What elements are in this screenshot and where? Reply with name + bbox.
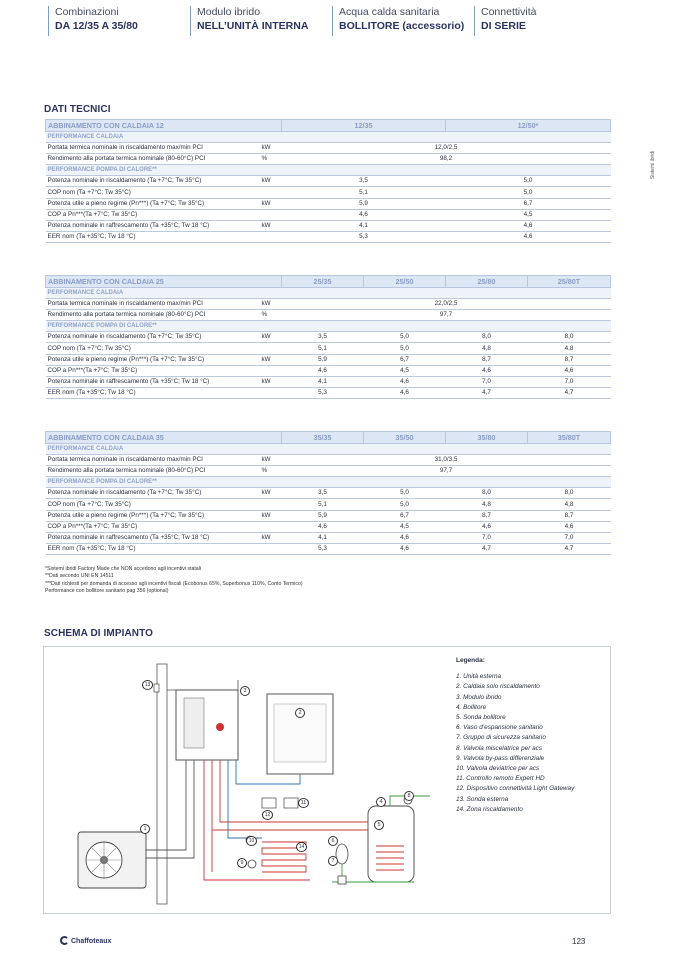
row-label: Rendimento alla portata termica nominale (80-60°C) PCI	[46, 466, 258, 477]
table-title: ABBINAMENTO CON CALDAIA 35	[46, 432, 282, 444]
row-value: 5,3	[282, 387, 364, 398]
footnote: ***Dati richiesti per domanda di accesso agli incentivi fiscali (Ecobonus 65%, Superbonus 110%, Conto Termico)	[45, 580, 303, 587]
row-value: 8,7	[446, 354, 528, 365]
row-label: Potenza utile a pieno regime (Pn***) (Ta +7°C; Tw 35°C)	[46, 198, 258, 209]
model-header: 25/35	[282, 276, 364, 288]
row-value: 8,7	[528, 354, 611, 365]
row-value: 5,3	[282, 231, 446, 242]
row-label: Portata termica nominale in riscaldamento max/min PCI	[46, 455, 258, 466]
row-value: 3,5	[282, 332, 364, 343]
callout-12: 12	[262, 810, 273, 820]
callout-13: 13	[142, 680, 153, 690]
table-title: ABBINAMENTO CON CALDAIA 12	[46, 120, 282, 132]
row-value: 4,7	[446, 387, 528, 398]
callout-7: 7	[328, 856, 338, 866]
row-value: 4,1	[282, 376, 364, 387]
row-unit: kW	[258, 332, 282, 343]
row-value: 4,5	[364, 521, 446, 532]
row-value: 5,0	[364, 499, 446, 510]
row-label: EER nom (Ta +35°C; Tw 18 °C)	[46, 543, 258, 554]
page-number: 123	[572, 937, 586, 946]
subheader-label: PERFORMANCE CALDAIA	[46, 132, 611, 143]
row-value: 4,6	[446, 521, 528, 532]
row-value: 5,0	[364, 488, 446, 499]
callout-9: 9	[237, 858, 247, 868]
header-item-line2: DI SERIE	[481, 20, 526, 32]
subheader-label: PERFORMANCE CALDAIA	[46, 288, 611, 299]
header-item-line1: Combinazioni	[55, 6, 119, 18]
row-value: 4,6	[446, 220, 611, 231]
header-item-line2: DA 12/35 A 35/80	[55, 20, 138, 32]
dhw-cylinder	[368, 806, 414, 882]
row-label: Rendimento alla portata termica nominale (80-60°C) PCI	[46, 154, 258, 165]
diagram-legend	[456, 656, 574, 815]
row-label: Potenza nominale in raffrescamento (Ta +35°C; Tw 18 °C)	[46, 376, 258, 387]
legend-item: 9. Valvola by-pass differenziale	[456, 754, 545, 762]
row-value: 4,6	[364, 376, 446, 387]
house-wall	[157, 664, 167, 904]
row-value: 4,6	[364, 532, 446, 543]
brand-name: Chaffoteaux	[71, 938, 112, 945]
row-value: 4,6	[446, 365, 528, 376]
model-header: 12/50*	[446, 120, 611, 132]
row-value: 22,0/2,5	[282, 299, 611, 310]
legend-item: 4. Bollitore	[456, 703, 487, 711]
legend-item: 5. Sonda bollitore	[456, 714, 506, 722]
model-header: 35/35	[282, 432, 364, 444]
row-unit: kW	[258, 220, 282, 231]
row-value: 8,0	[446, 488, 528, 499]
house-roof-line	[167, 680, 238, 690]
row-value: 97,7	[282, 310, 611, 321]
row-label: COP a Pn***(Ta +7°C; Tw 35°C)	[46, 365, 258, 376]
row-value: 4,1	[282, 532, 364, 543]
row-value: 8,7	[446, 510, 528, 521]
row-value: 7,0	[528, 376, 611, 387]
row-unit: kW	[258, 532, 282, 543]
header-item-line2: NELL’UNITÀ INTERNA	[197, 20, 309, 32]
outdoor-unit-fan-blades	[86, 842, 122, 878]
remote-control	[284, 798, 298, 808]
row-value: 5,0	[446, 176, 611, 187]
model-header: 25/50	[364, 276, 446, 288]
row-value: 8,0	[528, 332, 611, 343]
row-value: 5,1	[282, 343, 364, 354]
callout-2: 2	[295, 708, 305, 718]
legend-item: 1. Unità esterna	[456, 673, 502, 681]
callout-10: 10	[246, 836, 257, 846]
row-unit: kW	[258, 198, 282, 209]
row-value: 5,1	[282, 187, 446, 198]
row-label: EER nom (Ta +35°C; Tw 18 °C)	[46, 387, 258, 398]
row-value: 3,5	[282, 176, 446, 187]
row-value: 98,2	[282, 154, 611, 165]
row-value: 5,0	[364, 343, 446, 354]
row-value: 4,5	[446, 209, 611, 220]
footnote: **Dati secondo UNI EN 14511	[45, 573, 114, 580]
header-item-line1: Connettività	[481, 6, 537, 18]
row-value: 5,9	[282, 198, 446, 209]
row-unit: kW	[258, 488, 282, 499]
callout-1: 1	[140, 824, 150, 834]
row-value: 4,6	[282, 365, 364, 376]
callout-8: 8	[404, 791, 414, 801]
header-item-line1: Modulo ibrido	[197, 6, 261, 18]
callout-3: 3	[240, 686, 250, 696]
row-value: 7,0	[446, 376, 528, 387]
subheader-label: PERFORMANCE CALDAIA	[46, 444, 611, 455]
gateway-device	[262, 798, 276, 808]
row-value: 12,0/2,5	[282, 143, 611, 154]
row-value: 4,6	[528, 365, 611, 376]
row-value: 6,7	[364, 354, 446, 365]
row-value: 5,1	[282, 499, 364, 510]
legend-item: 10. Valvola deviatrice per acs	[456, 765, 540, 773]
model-header: 12/35	[282, 120, 446, 132]
subheader-label: PERFORMANCE POMPA DI CALORE**	[46, 321, 611, 332]
row-value: 4,6	[282, 521, 364, 532]
section-title-dati-tecnici: DATI TECNICI	[44, 104, 111, 115]
hybrid-module-pump	[216, 723, 224, 731]
bypass-valve	[248, 860, 256, 868]
row-unit: kW	[258, 354, 282, 365]
callout-5: 5	[374, 820, 384, 830]
callout-4: 4	[376, 797, 386, 807]
table-title: ABBINAMENTO CON CALDAIA 25	[46, 276, 282, 288]
callout-6: 6	[328, 836, 338, 846]
refrigerant-pipes	[146, 760, 194, 858]
row-value: 4,8	[446, 343, 528, 354]
row-value: 4,8	[446, 499, 528, 510]
row-unit: kW	[258, 455, 282, 466]
row-value: 4,6	[528, 521, 611, 532]
row-unit: kW	[258, 176, 282, 187]
row-value: 4,6	[364, 387, 446, 398]
row-value: 3,5	[282, 488, 364, 499]
row-value: 4,7	[528, 543, 611, 554]
row-value: 8,0	[446, 332, 528, 343]
row-label: Potenza nominale in riscaldamento (Ta +7°C; Tw 35°C)	[46, 488, 258, 499]
row-label: Potenza utile a pieno regime (Pn***) (Ta +7°C; Tw 35°C)	[46, 354, 258, 365]
row-label: Potenza nominale in raffrescamento (Ta +35°C; Tw 18 °C)	[46, 220, 258, 231]
callout-11: 11	[298, 798, 309, 808]
header-item-line2: BOLLITORE (accessorio)	[339, 20, 465, 32]
legend-item: 11. Controllo remoto Expert HD	[456, 775, 545, 783]
row-value: 7,0	[446, 532, 528, 543]
row-value: 4,5	[364, 365, 446, 376]
legend-item: 14. Zona riscaldamento	[456, 805, 523, 813]
row-value: 5,0	[364, 332, 446, 343]
row-label: Potenza nominale in riscaldamento (Ta +7°C; Tw 35°C)	[46, 332, 258, 343]
section-title-schema: SCHEMA DI IMPIANTO	[44, 628, 154, 639]
row-label: COP nom (Ta +7°C; Tw 35°C)	[46, 187, 258, 198]
row-value: 4,8	[528, 499, 611, 510]
legend-item: 7. Gruppo di sicurezza sanitario	[456, 734, 546, 742]
callout-14: 14	[296, 842, 307, 852]
row-value: 8,0	[528, 488, 611, 499]
row-label: Potenza nominale in raffrescamento (Ta +35°C; Tw 18 °C)	[46, 532, 258, 543]
row-value: 4,6	[364, 543, 446, 554]
row-value: 4,6	[282, 209, 446, 220]
row-value: 4,7	[528, 387, 611, 398]
row-unit: kW	[258, 299, 282, 310]
row-value: 7,0	[528, 532, 611, 543]
legend-item: 8. Valvola miscelatrice per acs	[456, 744, 543, 752]
footnote: *Sistemi ibridi Factory Made che NON accedono agli incentivi statali	[45, 566, 201, 572]
row-unit: kW	[258, 143, 282, 154]
row-value: 4,8	[528, 343, 611, 354]
header-item-line1: Acqua calda sanitaria	[339, 6, 440, 18]
row-label: EER nom (Ta +35°C; Tw 18 °C)	[46, 231, 258, 242]
row-label: Portata termica nominale in riscaldamento max/min PCI	[46, 143, 258, 154]
row-value: 4,6	[446, 231, 611, 242]
row-value: 4,1	[282, 220, 446, 231]
legend-item: 12. Dispositivo connettività Light Gateway	[456, 785, 575, 793]
legend-item: 3. Modulo ibrido	[456, 693, 502, 701]
row-label: COP a Pn***(Ta +7°C; Tw 35°C)	[46, 209, 258, 220]
row-value: 5,3	[282, 543, 364, 554]
legend-item: 6. Vaso d’espansione sanitario	[456, 724, 543, 732]
legend-item: 2. Caldaia solo riscaldamento	[456, 683, 540, 691]
row-value: 97,7	[282, 466, 611, 477]
row-label: Rendimento alla portata termica nominale (80-60°C) PCI	[46, 310, 258, 321]
row-label: Potenza nominale in riscaldamento (Ta +7°C; Tw 35°C)	[46, 176, 258, 187]
legend-item: 13. Sonda esterna	[456, 795, 509, 803]
row-unit: kW	[258, 376, 282, 387]
row-value: 5,0	[446, 187, 611, 198]
row-label: COP a Pn***(Ta +7°C; Tw 35°C)	[46, 521, 258, 532]
legend-title: Legenda:	[456, 657, 485, 664]
row-value: 31,0/3,5	[282, 455, 611, 466]
outdoor-probe	[154, 684, 159, 692]
hybrid-module-exchanger	[184, 698, 204, 748]
row-unit: %	[258, 154, 282, 165]
row-value: 6,7	[446, 198, 611, 209]
row-label: Potenza utile a pieno regime (Pn***) (Ta +7°C; Tw 35°C)	[46, 510, 258, 521]
model-header: 35/50	[364, 432, 446, 444]
model-header: 35/80T	[528, 432, 611, 444]
row-label: COP nom (Ta +7°C; Tw 35°C)	[46, 343, 258, 354]
model-header: 35/80	[446, 432, 528, 444]
row-value: 5,9	[282, 510, 364, 521]
row-unit: %	[258, 310, 282, 321]
row-label: COP nom (Ta +7°C; Tw 35°C)	[46, 499, 258, 510]
row-value: 8,7	[528, 510, 611, 521]
model-header: 25/80	[446, 276, 528, 288]
row-unit: kW	[258, 510, 282, 521]
safety-group	[338, 876, 346, 884]
model-header: 25/80T	[528, 276, 611, 288]
row-value: 5,9	[282, 354, 364, 365]
row-value: 4,7	[446, 543, 528, 554]
side-label-text: Sistemi ibridi	[650, 150, 656, 180]
row-value: 6,7	[364, 510, 446, 521]
subheader-label: PERFORMANCE POMPA DI CALORE**	[46, 477, 611, 488]
brand-mark-icon	[60, 936, 69, 945]
row-label: Portata termica nominale in riscaldamento max/min PCI	[46, 299, 258, 310]
subheader-label: PERFORMANCE POMPA DI CALORE**	[46, 165, 611, 176]
brand-logo	[60, 936, 111, 945]
footnote: Performance con bollitore sanitario pag 356 (optional)	[45, 587, 169, 594]
row-unit: %	[258, 466, 282, 477]
